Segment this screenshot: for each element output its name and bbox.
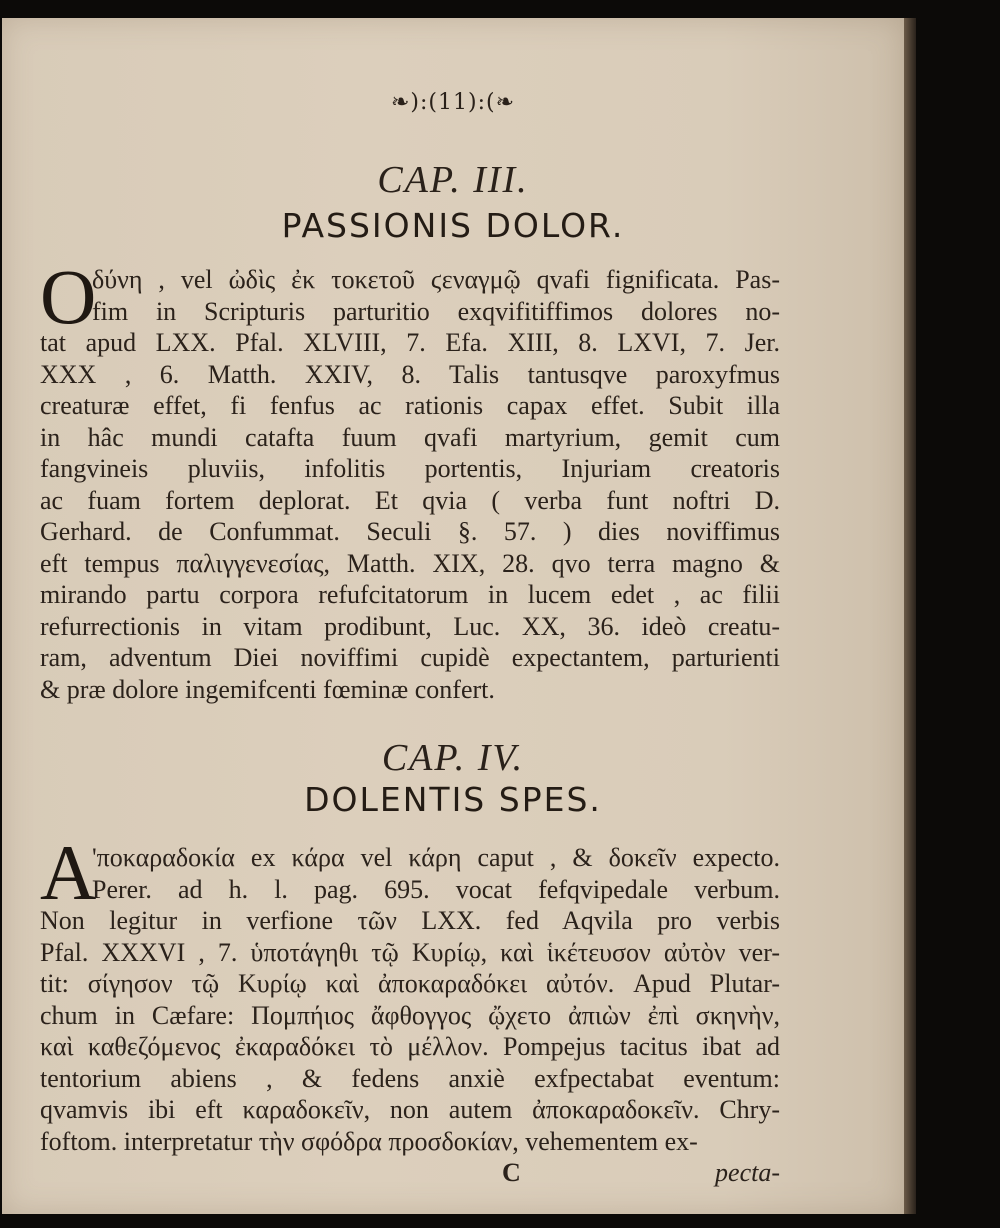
- text-line: ram, adventum Diei noviffimi cupidè expectantem, parturienti: [40, 643, 780, 672]
- chapter-4-number: CAP. IV.: [381, 737, 525, 779]
- text-line: eft tempus παλιγγενεσίας, Matth. XIX, 28. qvo terra magno &: [40, 548, 780, 578]
- text-line: qvamvis ibi eft καραδοκεῖν, non autem ἀποκαραδοκεῖν. Chry-: [40, 1095, 780, 1124]
- text-line: XXX , 6. Matth. XXIV, 8. Talis tantusqve paroxyfmus: [40, 359, 780, 389]
- text-line: in hâc mundi catafta fuum qvafi martyrium, gemit cum: [40, 422, 780, 452]
- text-line: δύνη , vel ὠδὶς ἐκ τοκετοῦ ϛεναγμῷ qvafi fignificata. Pas-: [92, 265, 780, 294]
- text-line: tit: σίγησον τῷ Κυρίῳ καὶ ἀποκαραδόκει αὐτόν. Apud Plutar-: [40, 969, 780, 998]
- chapter-3-text: [40, 264, 780, 705]
- text-line: creaturæ effet, fi fenfus ac rationis capax effet. Subit illa: [40, 391, 780, 420]
- chapter-4-dropcap: A: [40, 829, 97, 916]
- text-line: καὶ καθεζόμενος ἐκαραδόκει τὸ μέλλον. Pompejus tacitus ibat ad: [40, 1032, 780, 1061]
- signature-mark: C: [502, 1158, 521, 1187]
- book-page: [2, 18, 904, 1214]
- chapter-3-number: CAP. III.: [377, 159, 529, 201]
- chapter-4-title: DOLENTIS SPES.: [304, 780, 602, 819]
- text-line: ac fuam fortem deplorat. Et qvia ( verba funt noftri D.: [40, 485, 780, 515]
- text-line: & præ dolore ingemifcenti fœminæ confert.: [40, 674, 495, 704]
- page-number-header: ❧):(11):(❧: [390, 90, 516, 115]
- text-line: fim in Scripturis parturitio exqvifitiffimos dolores no-: [92, 296, 780, 326]
- page-gutter: [904, 18, 916, 1214]
- text-line: Perer. ad h. l. pag. 695. vocat fefqvipedale verbum.: [92, 874, 780, 904]
- text-line: tat apud LXX. Pfal. XLVIII, 7. Efa. XIII, 8. LXVI, 7. Jer.: [40, 328, 780, 357]
- text-line: tentorium abiens , & fedens anxiè exfpectabat eventum:: [40, 1063, 780, 1093]
- chapter-4-text: [40, 842, 780, 1157]
- catchword: pecta-: [715, 1158, 780, 1187]
- text-line: chum in Cæfare: Πομπήιος ἄφθογγος ᾤχετο ἀπιὼν ἐπὶ σκηνὴν,: [40, 1000, 780, 1030]
- text-line: Pfal. XXXVI , 7. ὑποτάγηθι τῷ Κυρίῳ, καὶ ἱκέτευσον αὐτὸν ver-: [40, 937, 780, 967]
- text-line: foftom. interpretatur τὴν σφόδρα προσδοκίαν, vehementem ex-: [40, 1126, 698, 1156]
- text-line: mirando partu corpora refufcitatorum in lucem edet , ac filii: [40, 580, 780, 609]
- text-line: refurrectionis in vitam prodibunt, Luc. XX, 36. ideò creatu-: [40, 611, 780, 641]
- text-line: 'ποκαραδοκία ex κάρα vel κάρη caput , & δοκεῖν expecto.: [92, 843, 780, 872]
- chapter-3-dropcap: O: [40, 253, 97, 340]
- chapter-3-title: PASSIONIS DOLOR.: [281, 206, 625, 245]
- text-line: Non legitur in verfione τῶν LXX. fed Aqvila pro verbis: [40, 906, 780, 935]
- text-line: fangvineis pluviis, infolitis portentis, Injuriam creatoris: [40, 454, 780, 483]
- text-line: Gerhard. de Confummat. Seculi §. 57. ) dies noviffimus: [40, 517, 780, 546]
